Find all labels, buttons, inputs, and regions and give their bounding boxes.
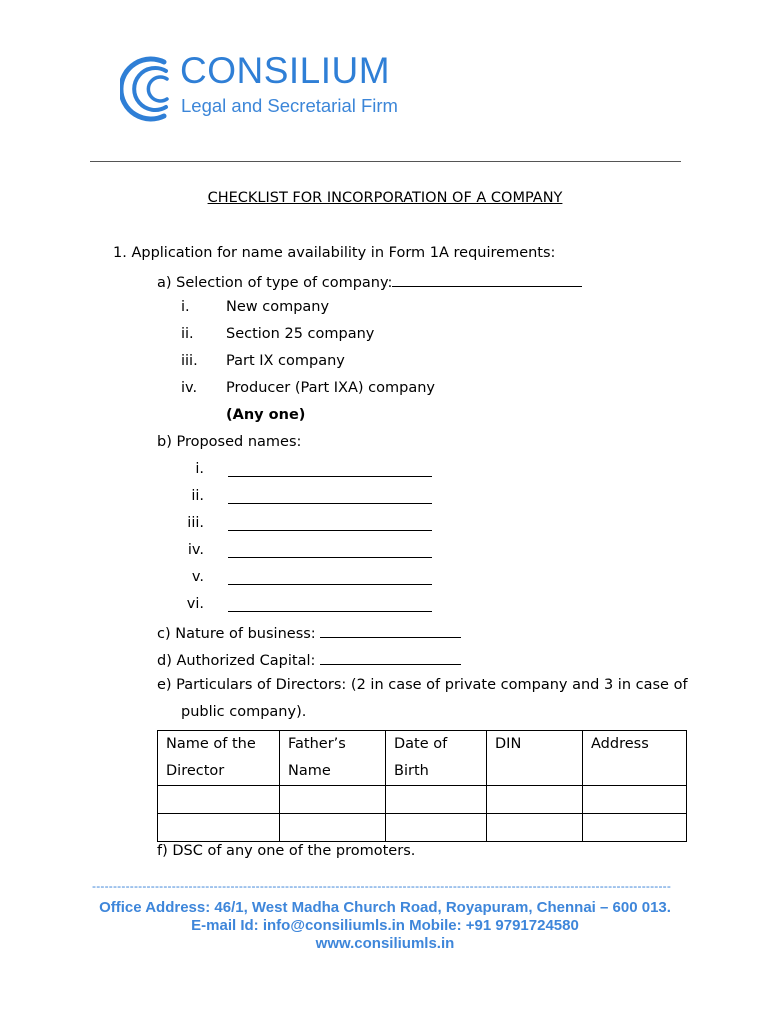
table-row <box>158 814 687 842</box>
footer-address: Office Address: 46/1, West Madha Church Road, Royapuram, Chennai – 600 013. <box>99 899 671 916</box>
header-fathers-name: Father’s Name <box>280 731 386 786</box>
proposed-name-blank[interactable] <box>228 543 432 558</box>
logo-swoosh-icon <box>120 54 182 124</box>
option-number: iii. <box>181 353 198 369</box>
table-cell[interactable] <box>158 814 280 842</box>
item-b-label: b) Proposed names: <box>157 434 302 450</box>
footer-website: www.consiliumls.in <box>315 935 455 952</box>
table-cell[interactable] <box>583 814 687 842</box>
table-cell[interactable] <box>487 786 583 814</box>
item-d-label: d) Authorized Capital: <box>157 650 461 670</box>
option-producer-company: Producer (Part IXA) company <box>226 380 435 396</box>
header-name-of-director: Name of the Director <box>158 731 280 786</box>
proposed-name-number: v. <box>191 569 204 585</box>
table-header-row <box>158 731 687 786</box>
header-address: Address <box>583 731 687 786</box>
proposed-name-number: ii. <box>191 488 204 504</box>
table-cell[interactable] <box>158 786 280 814</box>
any-one-note: (Any one) <box>226 407 306 423</box>
item-f-label: f) DSC of any one of the promoters. <box>157 843 416 859</box>
table-cell[interactable] <box>280 786 386 814</box>
proposed-name-number: iii. <box>187 515 204 531</box>
directors-table <box>157 730 687 842</box>
company-type-blank[interactable] <box>392 272 582 287</box>
table-row <box>158 786 687 814</box>
option-number: iv. <box>181 380 198 396</box>
proposed-name-blank[interactable] <box>228 489 432 504</box>
proposed-name-blank[interactable] <box>228 462 432 477</box>
footer-dashed-separator: ------------------------------------------------------------------------------------------------------------------------------------------ <box>92 879 672 893</box>
table-cell[interactable] <box>386 786 487 814</box>
option-number: ii. <box>181 326 194 342</box>
proposed-name-blank[interactable] <box>228 516 432 531</box>
proposed-name-number: i. <box>195 461 204 477</box>
table-cell[interactable] <box>280 814 386 842</box>
footer-contact: E-mail Id: info@consiliumls.in Mobile: +91 9791724580 <box>191 917 579 934</box>
header-din: DIN <box>487 731 583 786</box>
header-divider <box>90 161 681 162</box>
option-part-ix-company: Part IX company <box>226 353 345 369</box>
table-cell[interactable] <box>583 786 687 814</box>
logo-tagline: Legal and Secretarial Firm <box>181 95 398 116</box>
proposed-name-blank[interactable] <box>228 597 432 612</box>
item-e-continuation: public company). <box>181 704 307 720</box>
document-title: CHECKLIST FOR INCORPORATION OF A COMPANY <box>207 190 563 206</box>
option-new-company: New company <box>226 299 330 315</box>
authorized-capital-blank[interactable] <box>320 650 461 665</box>
table-cell[interactable] <box>487 814 583 842</box>
option-section-25-company: Section 25 company <box>226 326 375 342</box>
item-a-label: a) Selection of type of company: <box>157 272 582 292</box>
proposed-name-number: iv. <box>187 542 204 558</box>
proposed-name-blank[interactable] <box>228 570 432 585</box>
option-number: i. <box>181 299 190 315</box>
item-1-heading: 1. Application for name availability in Form 1A requirements: <box>113 245 556 261</box>
item-e-label: e) Particulars of Directors: (2 in case of private company and 3 in case of <box>157 677 688 693</box>
proposed-name-number: vi. <box>186 596 204 612</box>
nature-of-business-blank[interactable] <box>320 623 461 638</box>
header-date-of-birth: Date of Birth <box>386 731 487 786</box>
table-cell[interactable] <box>386 814 487 842</box>
logo-brand-name: CONSILIUM <box>180 50 391 91</box>
item-c-label: c) Nature of business: <box>157 623 461 643</box>
